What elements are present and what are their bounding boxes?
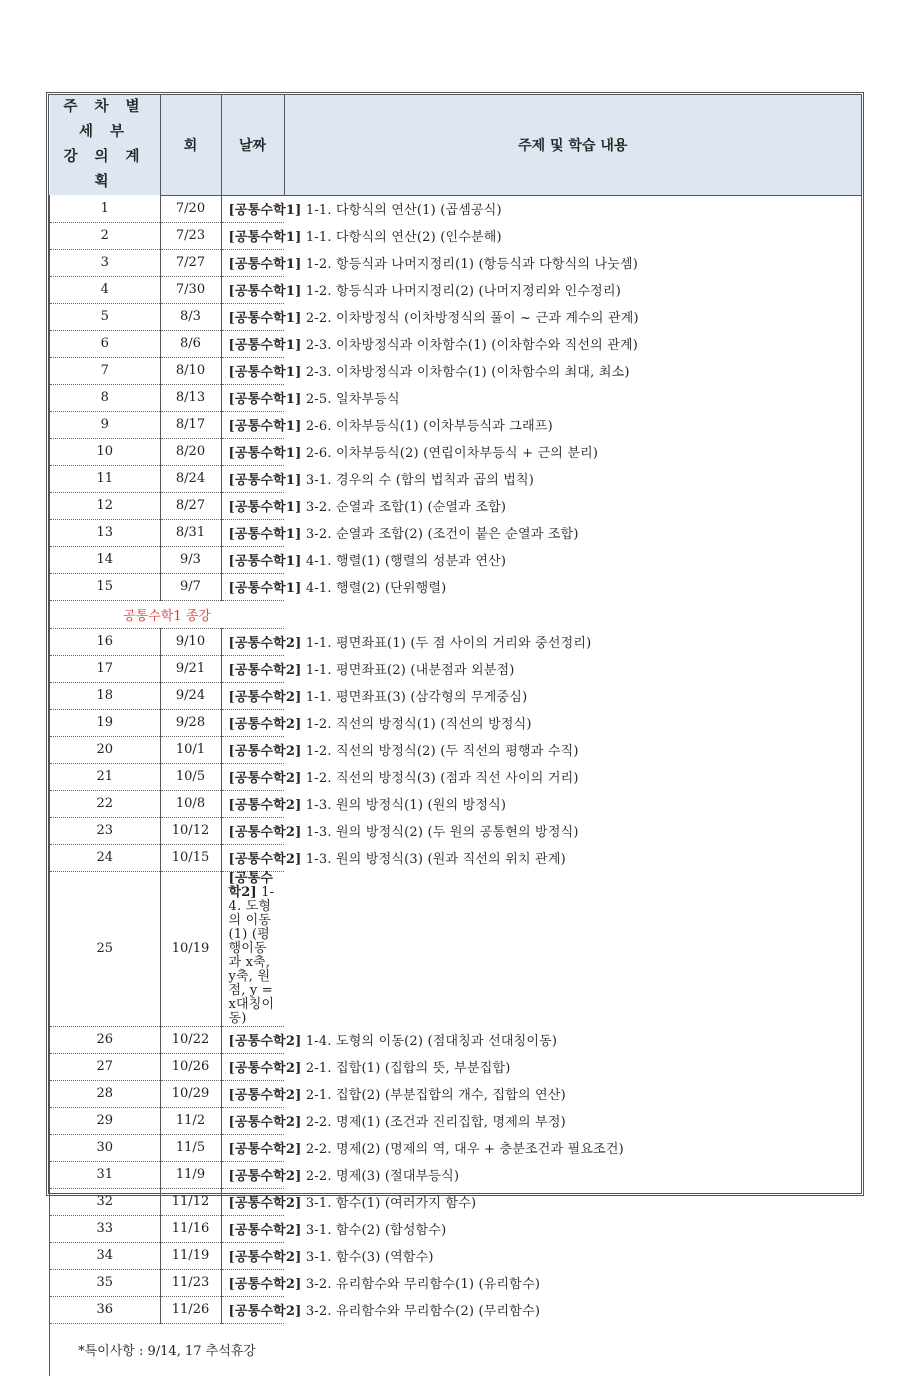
course-tag: [공통수학2] — [228, 1277, 302, 1292]
session-number: 13 — [50, 519, 161, 546]
table-row — [50, 790, 862, 817]
session-topic — [221, 1053, 511, 1080]
topic-text: 1-2. 항등식과 나머지정리(1) (항등식과 다항식의 나눗셈) — [301, 257, 639, 272]
session-number: 1 — [50, 195, 161, 222]
session-date: 10/1 — [160, 736, 221, 763]
session-topic — [221, 1242, 434, 1269]
note-row — [50, 1323, 862, 1376]
session-number: 32 — [50, 1188, 161, 1215]
topic-text: 2-3. 이차방정식과 이차함수(1) (이차함수와 직선의 관계) — [301, 338, 639, 353]
table-row — [50, 303, 862, 330]
session-number: 12 — [50, 492, 161, 519]
session-number: 24 — [50, 844, 161, 871]
session-date: 8/10 — [160, 357, 221, 384]
session-number: 16 — [50, 628, 161, 655]
session-topic — [221, 195, 502, 222]
session-number: 20 — [50, 736, 161, 763]
topic-text: 3-1. 경우의 수 (합의 법칙과 곱의 법칙) — [301, 473, 535, 488]
session-date: 10/8 — [160, 790, 221, 817]
session-topic — [221, 1161, 460, 1188]
session-topic — [221, 330, 639, 357]
course-tag: [공통수학2] — [228, 1061, 302, 1076]
topic-text: 1-1. 다항식의 연산(2) (인수분해) — [301, 230, 502, 245]
session-date: 8/31 — [160, 519, 221, 546]
session-date: 9/10 — [160, 628, 221, 655]
topic-text: 1-4. 도형의 이동(2) (점대칭과 선대칭이동) — [301, 1034, 558, 1049]
course-tag: [공통수학2] — [228, 1088, 302, 1103]
topic-text: 1-1. 다항식의 연산(1) (곱셈공식) — [301, 203, 502, 218]
session-number: 35 — [50, 1269, 161, 1296]
topic-text: 1-1. 평면좌표(3) (삼각형의 무게중심) — [301, 690, 528, 705]
session-topic — [221, 1134, 624, 1161]
header-no: 회 — [160, 95, 221, 195]
header-date: 날짜 — [221, 95, 284, 195]
session-number: 5 — [50, 303, 161, 330]
session-number: 17 — [50, 655, 161, 682]
table-row — [50, 276, 862, 303]
session-number: 9 — [50, 411, 161, 438]
course-tag: [공통수학2] — [228, 1223, 302, 1238]
topic-text: 3-2. 유리함수와 무리함수(2) (무리함수) — [301, 1304, 541, 1319]
topic-text: 2-5. 일차부등식 — [301, 392, 400, 407]
table-row — [50, 492, 862, 519]
session-date: 8/6 — [160, 330, 221, 357]
table-row — [50, 1161, 862, 1188]
session-number: 4 — [50, 276, 161, 303]
session-date: 11/16 — [160, 1215, 221, 1242]
course-tag: [공통수학2] — [228, 1142, 302, 1157]
session-number: 21 — [50, 763, 161, 790]
schedule-table — [49, 95, 861, 1376]
topic-text: 1-3. 원의 방정식(1) (원의 방정식) — [301, 798, 507, 813]
course-tag: [공통수학1] — [228, 473, 302, 488]
session-date: 7/27 — [160, 249, 221, 276]
session-number: 27 — [50, 1053, 161, 1080]
session-topic — [221, 817, 579, 844]
session-topic — [221, 709, 532, 736]
session-number: 23 — [50, 817, 161, 844]
session-topic — [221, 1269, 541, 1296]
course-tag: [공통수학2] — [228, 744, 302, 759]
topic-text: 3-2. 순열과 조합(2) (조건이 붙은 순열과 조합) — [301, 527, 579, 542]
session-number: 19 — [50, 709, 161, 736]
section-label-line-2: 세 부 — [78, 124, 131, 140]
session-date: 8/13 — [160, 384, 221, 411]
session-number: 22 — [50, 790, 161, 817]
table-row — [50, 546, 862, 573]
course-tag: [공통수학1] — [228, 257, 302, 272]
table-row — [50, 736, 862, 763]
table-row — [50, 1188, 862, 1215]
session-date: 11/9 — [160, 1161, 221, 1188]
session-number: 30 — [50, 1134, 161, 1161]
table-row — [50, 763, 862, 790]
course-tag: [공통수학1] — [228, 527, 302, 542]
topic-text: 3-2. 순열과 조합(1) (순열과 조합) — [301, 500, 507, 515]
course-tag: [공통수학1] — [228, 392, 302, 407]
table-row — [50, 1215, 862, 1242]
special-note: *특이사항 : 9/14, 17 추석휴강 — [50, 1323, 285, 1376]
session-number: 14 — [50, 546, 161, 573]
session-topic — [221, 384, 400, 411]
session-date: 10/29 — [160, 1080, 221, 1107]
session-date: 9/28 — [160, 709, 221, 736]
course-tag: [공통수학1] — [228, 419, 302, 434]
session-date: 8/24 — [160, 465, 221, 492]
topic-text: 2-2. 명제(1) (조건과 진리집합, 명제의 부정) — [301, 1115, 566, 1130]
course-tag: [공통수학2] — [228, 636, 302, 651]
course-tag: [공통수학1] — [228, 581, 302, 596]
topic-text: 3-2. 유리함수와 무리함수(1) (유리함수) — [301, 1277, 541, 1292]
topic-text: 3-1. 함수(3) (역함수) — [301, 1250, 434, 1265]
session-date: 9/7 — [160, 573, 221, 600]
topic-text: 1-2. 항등식과 나머지정리(2) (나머지정리와 인수정리) — [301, 284, 621, 299]
session-date: 10/5 — [160, 763, 221, 790]
session-number: 33 — [50, 1215, 161, 1242]
table-row — [50, 357, 862, 384]
table-row — [50, 195, 862, 222]
session-topic — [221, 1296, 541, 1323]
table-row — [50, 1080, 862, 1107]
section-divider-row — [50, 600, 862, 628]
session-date: 11/12 — [160, 1188, 221, 1215]
topic-text: 1-3. 원의 방정식(3) (원과 직선의 위치 관계) — [301, 852, 566, 867]
session-date: 10/26 — [160, 1053, 221, 1080]
session-number: 10 — [50, 438, 161, 465]
table-row — [50, 1296, 862, 1323]
course-tag: [공통수학1] — [228, 203, 302, 218]
session-topic — [221, 763, 579, 790]
session-topic — [221, 546, 507, 573]
session-topic — [221, 1188, 477, 1215]
table-row — [50, 1269, 862, 1296]
session-topic — [221, 357, 630, 384]
section-label-line-3: 강 의 계 획 — [63, 149, 146, 190]
table-row — [50, 628, 862, 655]
course-tag: [공통수학2] — [228, 1304, 302, 1319]
table-row — [50, 519, 862, 546]
course-tag: [공통수학1] — [228, 338, 302, 353]
session-topic — [221, 222, 502, 249]
table-row — [50, 384, 862, 411]
table-row — [50, 411, 862, 438]
course-tag: [공통수학2] — [228, 870, 274, 900]
session-topic — [221, 1026, 558, 1053]
course-tag: [공통수학2] — [228, 825, 302, 840]
table-row — [50, 655, 862, 682]
session-number: 28 — [50, 1080, 161, 1107]
session-date: 10/15 — [160, 844, 221, 871]
session-number: 11 — [50, 465, 161, 492]
session-topic — [221, 871, 284, 1026]
session-date: 11/2 — [160, 1107, 221, 1134]
table-row — [50, 1242, 862, 1269]
session-number: 8 — [50, 384, 161, 411]
course-tag: [공통수학2] — [228, 852, 302, 867]
session-date: 9/24 — [160, 682, 221, 709]
session-date: 10/22 — [160, 1026, 221, 1053]
course-tag: [공통수학1] — [228, 500, 302, 515]
session-number: 3 — [50, 249, 161, 276]
course-tag: [공통수학2] — [228, 663, 302, 678]
course-tag: [공통수학2] — [228, 1115, 302, 1130]
session-topic — [221, 276, 621, 303]
session-date: 7/20 — [160, 195, 221, 222]
session-date: 10/19 — [160, 871, 221, 1026]
session-date: 9/21 — [160, 655, 221, 682]
table-row — [50, 465, 862, 492]
table-row — [50, 709, 862, 736]
table-row — [50, 871, 862, 1026]
course-tag: [공통수학2] — [228, 1034, 302, 1049]
topic-text: 2-2. 명제(3) (절대부등식) — [301, 1169, 460, 1184]
session-topic — [221, 736, 579, 763]
session-topic — [221, 844, 566, 871]
session-number: 36 — [50, 1296, 161, 1323]
session-number: 34 — [50, 1242, 161, 1269]
course-tag: [공통수학2] — [228, 717, 302, 732]
course-tag: [공통수학2] — [228, 1250, 302, 1265]
schedule-body — [50, 195, 862, 1376]
topic-text: 2-1. 집합(1) (집합의 뜻, 부분집합) — [301, 1061, 511, 1076]
course-tag: [공통수학1] — [228, 230, 302, 245]
lecture-plan-table — [46, 92, 864, 1359]
table-row — [50, 1107, 862, 1134]
session-topic — [221, 465, 535, 492]
table-row — [50, 844, 862, 871]
session-number: 26 — [50, 1026, 161, 1053]
topic-text: 2-2. 이차방정식 (이차방정식의 풀이 ~ 근과 계수의 관계) — [301, 311, 639, 326]
session-date: 8/3 — [160, 303, 221, 330]
session-topic — [221, 438, 599, 465]
session-date: 11/26 — [160, 1296, 221, 1323]
session-number: 25 — [50, 871, 161, 1026]
session-topic — [221, 628, 592, 655]
session-number: 31 — [50, 1161, 161, 1188]
topic-text: 2-2. 명제(2) (명제의 역, 대우 + 충분조건과 필요조건) — [301, 1142, 624, 1157]
topic-text: 1-3. 원의 방정식(2) (두 원의 공통현의 방정식) — [301, 825, 579, 840]
topic-text: 2-3. 이차방정식과 이차함수(1) (이차함수의 최대, 최소) — [301, 365, 630, 380]
session-topic — [221, 655, 515, 682]
session-topic — [221, 249, 639, 276]
session-number: 7 — [50, 357, 161, 384]
session-number: 2 — [50, 222, 161, 249]
topic-text: 1-1. 평면좌표(1) (두 점 사이의 거리와 중선정리) — [301, 636, 592, 651]
table-row — [50, 573, 862, 600]
table-row — [50, 249, 862, 276]
topic-text: 1-1. 평면좌표(2) (내분점과 외분점) — [301, 663, 515, 678]
topic-text: 3-1. 함수(2) (합성함수) — [301, 1223, 447, 1238]
session-date: 11/5 — [160, 1134, 221, 1161]
session-topic — [221, 1215, 447, 1242]
session-topic — [221, 492, 507, 519]
course-tag: [공통수학1] — [228, 554, 302, 569]
section-label-line-1: 주 차 별 — [63, 99, 146, 115]
session-date: 11/19 — [160, 1242, 221, 1269]
session-topic — [221, 682, 528, 709]
session-topic — [221, 519, 579, 546]
table-row — [50, 1134, 862, 1161]
table-row — [50, 682, 862, 709]
table-row — [50, 817, 862, 844]
session-topic — [221, 1107, 566, 1134]
table-row — [50, 330, 862, 357]
course-tag: [공통수학2] — [228, 1169, 302, 1184]
course-end-label: 공통수학1 종강 — [50, 600, 285, 628]
section-label — [50, 95, 161, 195]
topic-text: 2-6. 이차부등식(1) (이차부등식과 그래프) — [301, 419, 553, 434]
session-date: 10/12 — [160, 817, 221, 844]
session-topic — [221, 573, 447, 600]
session-date: 8/17 — [160, 411, 221, 438]
topic-text: 2-6. 이차부등식(2) (연립이차부등식 + 근의 분리) — [301, 446, 599, 461]
session-date: 9/3 — [160, 546, 221, 573]
session-topic — [221, 1080, 566, 1107]
session-date: 7/30 — [160, 276, 221, 303]
course-tag: [공통수학2] — [228, 690, 302, 705]
session-topic — [221, 303, 639, 330]
session-number: 29 — [50, 1107, 161, 1134]
course-tag: [공통수학2] — [228, 1196, 302, 1211]
topic-text: 1-2. 직선의 방정식(2) (두 직선의 평행과 수직) — [301, 744, 579, 759]
session-date: 8/27 — [160, 492, 221, 519]
course-tag: [공통수학1] — [228, 284, 302, 299]
course-tag: [공통수학2] — [228, 798, 302, 813]
table-row — [50, 222, 862, 249]
topic-text: 1-4. 도형의 이동(1) (평행이동과 x축, y축, 원점, y = x대칭이동) — [228, 884, 275, 1026]
session-topic — [221, 790, 507, 817]
session-number: 15 — [50, 573, 161, 600]
course-tag: [공통수학2] — [228, 771, 302, 786]
topic-text: 3-1. 함수(1) (여러가지 함수) — [301, 1196, 477, 1211]
session-topic — [221, 411, 553, 438]
header-topic: 주제 및 학습 내용 — [284, 95, 861, 195]
topic-text: 4-1. 행렬(2) (단위행렬) — [301, 581, 447, 596]
session-number: 6 — [50, 330, 161, 357]
table-row — [50, 438, 862, 465]
topic-text: 1-2. 직선의 방정식(3) (점과 직선 사이의 거리) — [301, 771, 579, 786]
course-tag: [공통수학1] — [228, 446, 302, 461]
table-row — [50, 1053, 862, 1080]
session-number: 18 — [50, 682, 161, 709]
course-tag: [공통수학1] — [228, 365, 302, 380]
topic-text: 2-1. 집합(2) (부분집합의 개수, 집합의 연산) — [301, 1088, 566, 1103]
topic-text: 4-1. 행렬(1) (행렬의 성분과 연산) — [301, 554, 507, 569]
topic-text: 1-2. 직선의 방정식(1) (직선의 방정식) — [301, 717, 532, 732]
session-date: 7/23 — [160, 222, 221, 249]
session-date: 8/20 — [160, 438, 221, 465]
table-row — [50, 1026, 862, 1053]
course-tag: [공통수학1] — [228, 311, 302, 326]
session-date: 11/23 — [160, 1269, 221, 1296]
